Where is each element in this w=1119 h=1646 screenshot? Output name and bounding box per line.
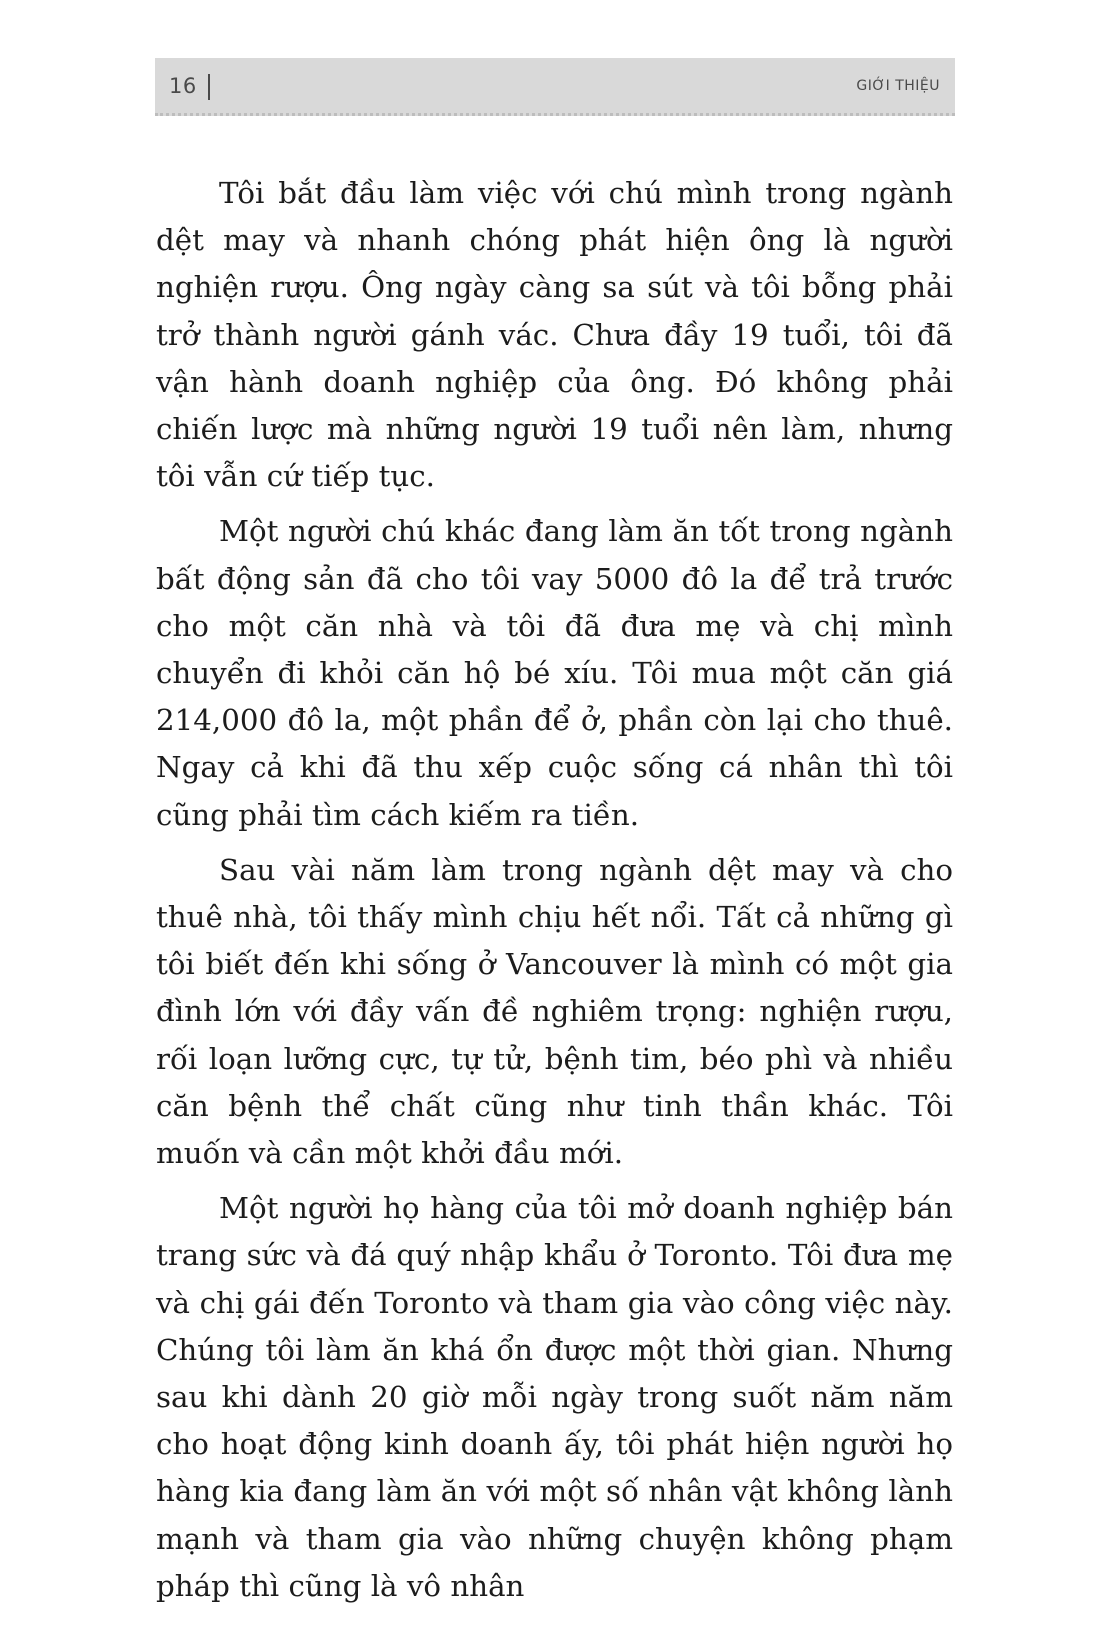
paragraph-2: Một người chú khác đang làm ăn tốt trong ngành bất động sản đã cho tôi vay 5000 đô la để trả trước cho một căn nhà và tôi đã đưa mẹ và chị mình chuyển đi khỏi căn hộ bé xíu. Tôi mua một căn giá 214,000 đô la, một phần để ở, phần còn lại cho thuê. Ngay cả khi đã thu xếp cuộc sống cá nhân thì tôi cũng phải tìm cách kiếm ra tiền. <box>156 514 953 832</box>
page-number: 16 <box>169 74 197 98</box>
paragraph-1: Tôi bắt đầu làm việc với chú mình trong ngành dệt may và nhanh chóng phát hiện ông là người nghiện rượu. Ông ngày càng sa sút và tôi bỗng phải trở thành người gánh vác. Chưa đầy 19 tuổi, tôi đã vận hành doanh nghiệp của ông. Đó không phải chiến lược mà những người 19 tuổi nên làm, nhưng tôi vẫn cứ tiếp tục. <box>156 176 953 494</box>
header-divider <box>208 74 210 100</box>
running-header <box>155 58 955 116</box>
paragraph-4: Một người họ hàng của tôi mở doanh nghiệp bán trang sức và đá quý nhập khẩu ở Toronto. Tôi đưa mẹ và chị gái đến Toronto và tham gia vào công việc này. Chúng tôi làm ăn khá ổn được một thời gian. Nhưng sau khi dành 20 giờ mỗi ngày trong suốt năm năm cho hoạt động kinh doanh ấy, tôi phát hiện người họ hàng kia đang làm ăn với một số nhân vật không lành mạnh và tham gia vào những chuyện không phạm pháp thì cũng là vô nhân <box>156 1191 953 1603</box>
section-title: GIỚI THIỆU <box>856 78 940 94</box>
body-text <box>156 170 953 1618</box>
paragraph-3: Sau vài năm làm trong ngành dệt may và cho thuê nhà, tôi thấy mình chịu hết nổi. Tất cả những gì tôi biết đến khi sống ở Vancouver là mình có một gia đình lớn với đầy vấn đề nghiêm trọng: nghiện rượu, rối loạn lưỡng cực, tự tử, bệnh tim, béo phì và nhiều căn bệnh thể chất cũng như tinh thần khác. Tôi muốn và cần một khởi đầu mới. <box>156 852 953 1171</box>
